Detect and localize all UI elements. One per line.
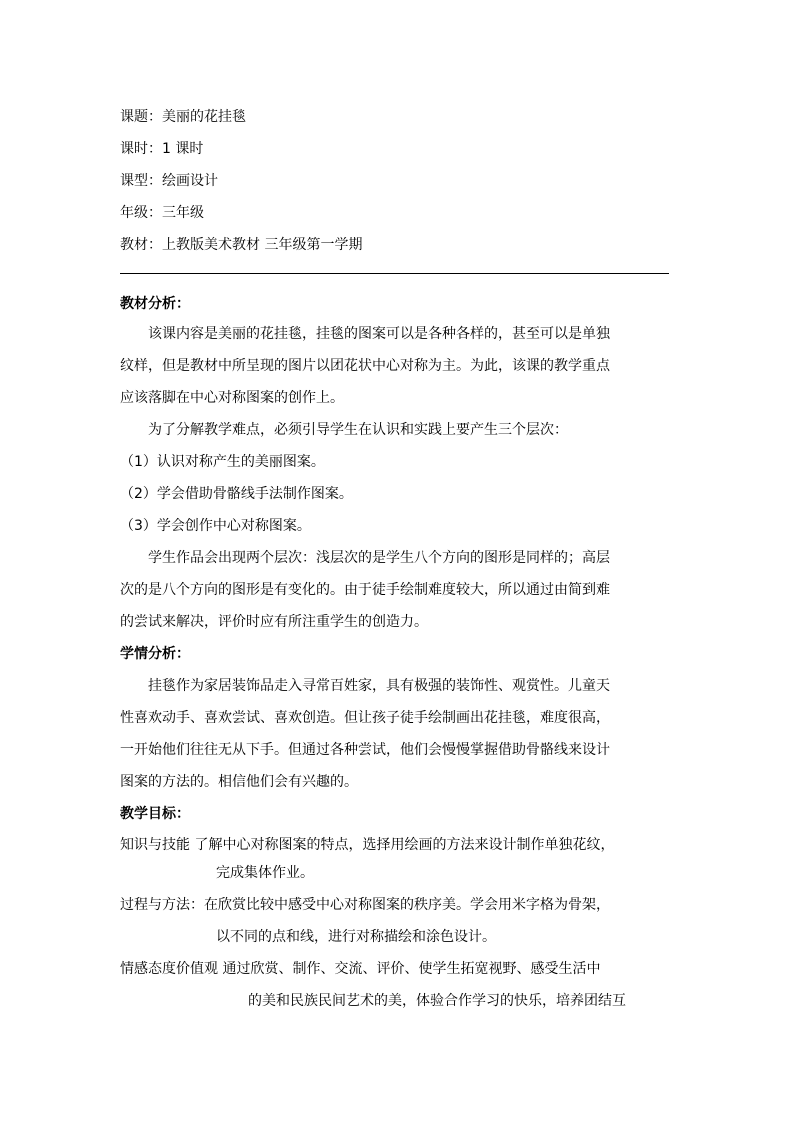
goals-heading: 教学目标： <box>120 806 190 822</box>
material-analysis-line: 该课内容是美丽的花挂毯，挂毯的图案可以是各种各样的，甚至可以是单独 <box>148 326 610 342</box>
level-item: （2）学会借助骨骼线手法制作图案。 <box>120 486 353 502</box>
material-analysis-line: 纹样，但是教材中所呈现的图片以团花状中心对称为主。为此，该课的教学重点 <box>120 358 610 374</box>
material-analysis-line: 学生作品会出现两个层次：浅层次的是学生八个方向的图形是同样的；高层 <box>148 550 610 566</box>
level-item: （3）学会创作中心对称图案。 <box>120 518 311 534</box>
goal-process: 过程与方法：在欣赏比较中感受中心对称图案的秩序美。学会用米字格为骨架， <box>120 897 610 913</box>
student-analysis-line: 图案的方法的。相信他们会有兴趣的。 <box>120 774 358 790</box>
lesson-textbook: 教材：上教版美术教材 三年级第一学期 <box>120 237 363 253</box>
goal-knowledge-continued: 完成集体作业。 <box>216 865 314 881</box>
lesson-topic: 课题：美丽的花挂毯 <box>120 109 246 125</box>
goal-process-continued: 以不同的点和线，进行对称描绘和涂色设计。 <box>216 929 496 945</box>
header-divider <box>120 273 669 274</box>
lesson-type: 课型：绘画设计 <box>120 173 218 189</box>
student-analysis-line: 一开始他们往往无从下手。但通过各种尝试，他们会慢慢掌握借助骨骼线来设计 <box>120 742 610 758</box>
student-analysis-line: 性喜欢动手、喜欢尝试、喜欢创造。但让孩子徒手绘制画出花挂毯，难度很高， <box>120 710 610 726</box>
goal-emotion-continued: 的美和民族民间艺术的美，体验合作学习的快乐，培养团结互 <box>248 993 626 1009</box>
material-analysis-line: 为了分解教学难点，必须引导学生在认识和实践上要产生三个层次： <box>148 422 568 438</box>
material-analysis-line: 次的是八个方向的图形是有变化的。由于徒手绘制难度较大，所以通过由简到难 <box>120 582 610 598</box>
lesson-grade: 年级：三年级 <box>120 205 204 221</box>
material-analysis-heading: 教材分析： <box>120 296 190 312</box>
material-analysis-line: 应该落脚在中心对称图案的创作上。 <box>120 390 344 406</box>
material-analysis-line: 的尝试来解决，评价时应有所注重学生的创造力。 <box>120 614 428 630</box>
student-analysis-heading: 学情分析： <box>120 646 190 662</box>
student-analysis-line: 挂毯作为家居装饰品走入寻常百姓家，具有极强的装饰性、观赏性。儿童天 <box>148 678 610 694</box>
level-item: （1）认识对称产生的美丽图案。 <box>120 454 325 470</box>
goal-knowledge: 知识与技能 了解中心对称图案的特点，选择用绘画的方法来设计制作单独花纹， <box>120 837 615 853</box>
goal-emotion: 情感态度价值观 通过欣赏、制作、交流、评价、使学生拓宽视野、感受生活中 <box>120 961 601 977</box>
lesson-hours: 课时：1 课时 <box>120 141 204 157</box>
